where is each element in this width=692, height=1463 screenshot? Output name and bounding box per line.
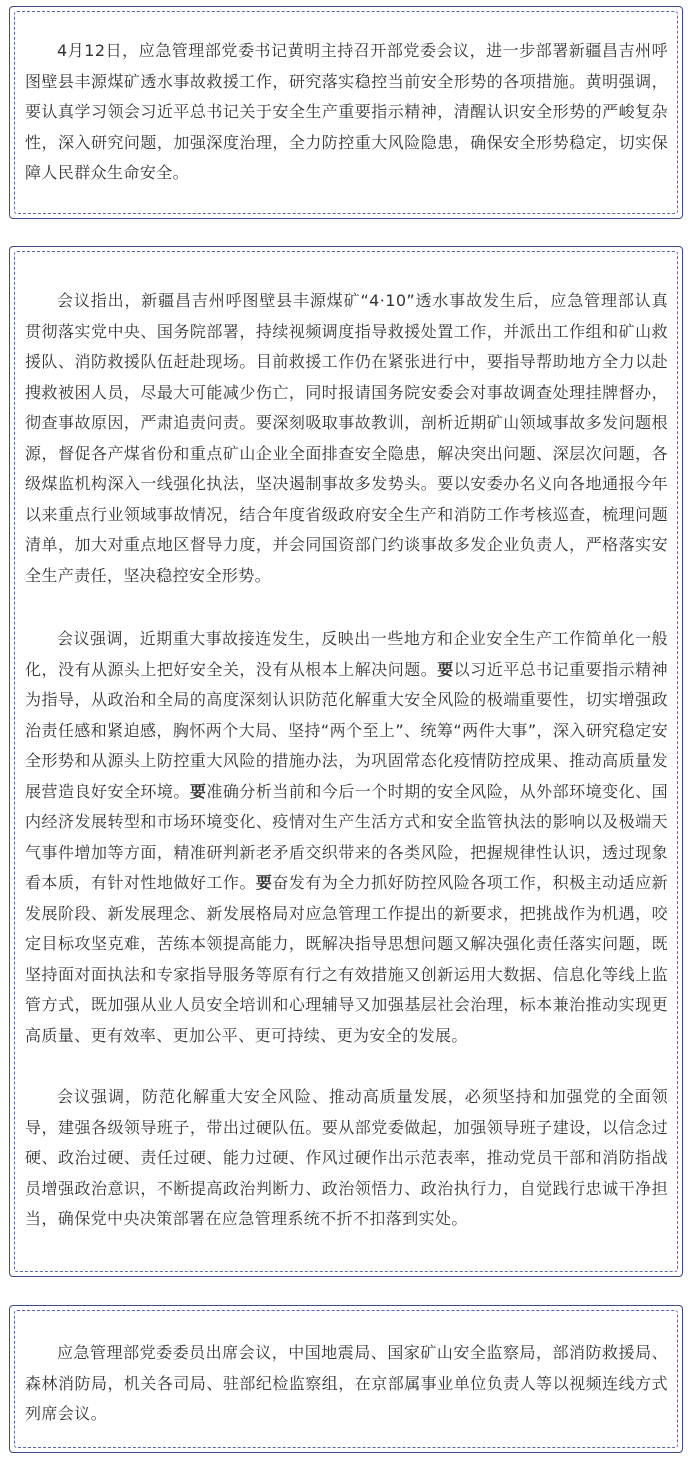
emphasis-keyword: 要: [437, 659, 454, 679]
meeting-paragraph-2: [25, 624, 668, 1051]
attendance-section-inner: [14, 1310, 678, 1448]
meeting-section-inner: [14, 251, 678, 1272]
meeting-paragraph-1: 会议指出，新疆昌吉州呼图壁县丰源煤矿“4·10”透水事故发生后，应急管理部认真贯彻落实党中央、国务院部署，持续视频调度指导救援处置工作，并派出工作组和矿山救援队、消防救援队伍赶赴现场。目前救援工作仍在紧张进行中，要指导帮助地方全力以赴搜救被困人员，尽最大可能减少伤亡，同时报请国务院安委会对事故调查处理挂牌督办，彻查事故原因，严肃追责问责。要深刻吸取事故教训，剖析近期矿山领域事故多发问题根源，督促各产煤省份和重点矿山企业全面排查安全隐患，解决突出问题、深层次问题，各级煤监机构深入一线强化执法，坚决遏制事故多发势头。要以安委办名义向各地通报今年以来重点行业领域事故情况，结合年度省级政府安全生产和消防工作考核巡查，梳理问题清单，加大对重点地区督导力度，并会同国资部门约谈事故多发企业负责人，严格落实安全生产责任，坚决稳控安全形势。: [25, 291, 668, 585]
paragraph-segment: 会议强调，近期重大事故接连发生，反映出一些地方和企业安全生产工作简单化一般化，没有从源头上把好安全关，没有从根本上解决问题。: [25, 629, 668, 679]
meeting-section: [9, 246, 683, 1277]
paragraph-segment: 以习近平总书记重要指示精神为指导，从政治和全局的高度深刻认识防范化解重大安全风险的极端重要性，切实增强政治责任感和紧迫感，胸怀两个大局、坚持“两个至上”、统筹“两件大事”，深入研究稳定安全形势和从源头上防控重大风险的措施办法，为巩固常态化疫情防控成果、推动高质量发展营造良好安全环境。: [25, 659, 669, 801]
meeting-paragraph-3: 会议强调，防范化解重大安全风险、推动高质量发展，必须坚持和加强党的全面领导，建强各级领导班子，带出过硬队伍。要从部党委做起，加强领导班子建设，以信念过硬、政治过硬、责任过硬、能力过硬、作风过硬作出示范表率，推动党员干部和消防指战员增强政治意识，不断提高政治判断力、政治领悟力、政治执行力，自觉践行忠诚干净担当，确保党中央决策部署在应急管理系统不折不扣落到实处。: [25, 1087, 668, 1228]
paragraph-segment: 准确分析当前和今后一个时期的安全风险，从外部环境变化、国内经济发展转型和市场环境变化、疫情对生产生活方式和安全监管执法的影响以及极端天气事件增加等方面，精准研判新老矛盾交织带来的各类风险，把握规律性认识，透过现象看本质，有针对性地做好工作。: [25, 781, 668, 892]
intro-paragraph: 4月12日，应急管理部党委书记黄明主持召开部党委会议，进一步部署新疆昌吉州呼图壁县丰源煤矿透水事故救援工作，研究落实稳控当前安全形势的各项措施。黄明强调，要认真学习领会习近平总书记关于安全生产重要指示精神，清醒认识安全形势的严峻复杂性，深入研究问题，加强深度治理，全力防控重大风险隐患，确保安全形势稳定，切实保障人民群众生命安全。: [25, 41, 668, 182]
intro-section-inner: [14, 11, 678, 214]
attendance-section: [9, 1305, 683, 1453]
emphasis-keyword: 要: [189, 781, 207, 801]
paragraph-segment: 奋发有为全力抓好防控风险各项工作，积极主动适应新发展阶段、新发展理念、新发展格局对应急管理工作提出的新要求，把挑战作为机遇，咬定目标攻坚克难，苦练本领提高能力，既解决指导思想问题又解决强化责任落实问题，既坚持面对面执法和专家指导服务等原有行之有效措施又创新运用大数据、信息化等线上监管方式，既加强从业人员安全培训和心理辅导又加强基层社会治理，标本兼治推动实现更高质量、更有效率、更加公平、更可持续、更为安全的发展。: [25, 873, 668, 1045]
intro-section: [9, 6, 683, 219]
attendance-paragraph: 应急管理部党委委员出席会议，中国地震局、国家矿山安全监察局，部消防救援局、森林消防局，机关各司局、驻部纪检监察组，在京部属事业单位负责人等以视频连线方式列席会议。: [25, 1343, 668, 1423]
emphasis-keyword: 要: [255, 873, 273, 892]
